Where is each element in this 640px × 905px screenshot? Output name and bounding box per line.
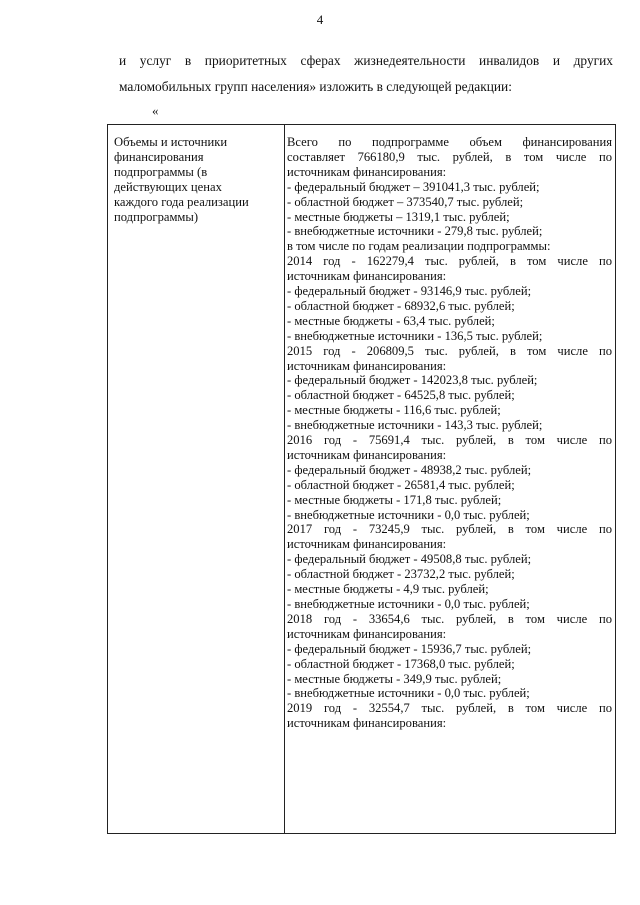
table-value-line: источникам финансирования: — [287, 447, 447, 462]
table-value-line: в том числе по годам реализации подпрограммы: — [287, 239, 551, 254]
table-label-line: Объемы и источники — [114, 135, 228, 149]
table-value-line: - внебюджетные источники - 143,3 тыс. рублей; — [287, 418, 543, 433]
table-value-line: - федеральный бюджет – 391041,3 тыс. рублей; — [287, 179, 540, 194]
opening-quote-mark: « — [152, 103, 159, 118]
table-label-line: подпрограммы) — [114, 209, 199, 224]
table-value-line: - местные бюджеты - 63,4 тыс. рублей; — [287, 313, 495, 328]
table-value-cell — [287, 135, 612, 731]
table-value-line: - внебюджетные источники - 279,8 тыс. рублей; — [287, 224, 543, 239]
table-value-line: - федеральный бюджет - 93146,9 тыс. рублей; — [287, 284, 532, 299]
page-number: 4 — [316, 12, 324, 27]
table-value-line: - областной бюджет - 64525,8 тыс. рублей; — [287, 388, 515, 403]
table-value-line: - внебюджетные источники - 0,0 тыс. рублей; — [287, 507, 530, 522]
table-value-line: 2015 год - 206809,5 тыс. рублей, в том числе по — [287, 343, 612, 358]
table-value-line: - местные бюджеты - 116,6 тыс. рублей; — [287, 403, 501, 418]
table-value-line: - местные бюджеты - 349,9 тыс. рублей; — [287, 671, 502, 686]
table-value-line: - областной бюджет - 68932,6 тыс. рублей; — [287, 298, 515, 313]
table-value-line: - внебюджетные источники - 0,0 тыс. рублей; — [287, 597, 530, 611]
table-value-line: источникам финансирования: — [287, 269, 447, 284]
table-column-divider — [284, 125, 285, 833]
table-value-line: - местные бюджеты - 4,9 тыс. рублей; — [287, 582, 489, 597]
table-value-line: - федеральный бюджет - 49508,8 тыс. рублей; — [287, 552, 532, 567]
table-value-line: - местные бюджеты - 171,8 тыс. рублей; — [287, 492, 502, 507]
table-value-line: 2018 год - 33654,6 тыс. рублей, в том числе по — [287, 611, 612, 626]
table-label-cell — [114, 135, 280, 224]
table-label-line: каждого года реализации — [114, 194, 249, 209]
table-value-line: источникам финансирования: — [287, 358, 447, 373]
table-label-line: финансирования — [114, 149, 204, 164]
table-value-line: - областной бюджет - 23732,2 тыс. рублей; — [287, 567, 515, 582]
table-value-line: - областной бюджет – 373540,7 тыс. рублей; — [287, 194, 524, 209]
table-value-line: - внебюджетные источники - 0,0 тыс. рублей; — [287, 686, 530, 701]
table-value-line: составляет 766180,9 тыс. рублей, в том числе по — [287, 149, 612, 164]
table-value-line: источникам финансирования: — [287, 164, 447, 179]
table-value-line: - внебюджетные источники - 136,5 тыс. рублей; — [287, 328, 543, 343]
table-value-line: 2016 год - 75691,4 тыс. рублей, в том числе по — [287, 433, 612, 448]
table-value-line: - областной бюджет - 26581,4 тыс. рублей; — [287, 477, 515, 492]
financing-table — [107, 124, 616, 834]
table-value-line: - федеральный бюджет - 15936,7 тыс. рублей; — [287, 641, 532, 656]
intro-line-1: и услуг в приоритетных сферах жизнедеятельности инвалидов и других — [119, 53, 613, 68]
table-value-line: источникам финансирования: — [287, 716, 447, 731]
table-value-line: - федеральный бюджет - 142023,8 тыс. рублей; — [287, 373, 538, 388]
table-value-line: 2017 год - 73245,9 тыс. рублей, в том числе по — [287, 522, 612, 537]
table-label-line: действующих ценах — [114, 179, 222, 194]
table-value-line: источникам финансирования: — [287, 626, 447, 641]
table-value-line: 2014 год - 162279,4 тыс. рублей, в том числе по — [287, 254, 612, 269]
table-value-line: Всего по подпрограмме объем финансирования — [287, 135, 612, 149]
table-value-line: - федеральный бюджет - 48938,2 тыс. рублей; — [287, 462, 532, 477]
intro-line-2: маломобильных групп населения» изложить в следующей редакции: — [119, 79, 512, 94]
table-value-line: источникам финансирования: — [287, 537, 447, 552]
table-value-line: - областной бюджет - 17368,0 тыс. рублей; — [287, 656, 515, 671]
table-value-line: - местные бюджеты – 1319,1 тыс. рублей; — [287, 209, 510, 224]
table-label-line: подпрограммы (в — [114, 164, 208, 179]
table-value-line: 2019 год - 32554,7 тыс. рублей, в том числе по — [287, 701, 612, 716]
